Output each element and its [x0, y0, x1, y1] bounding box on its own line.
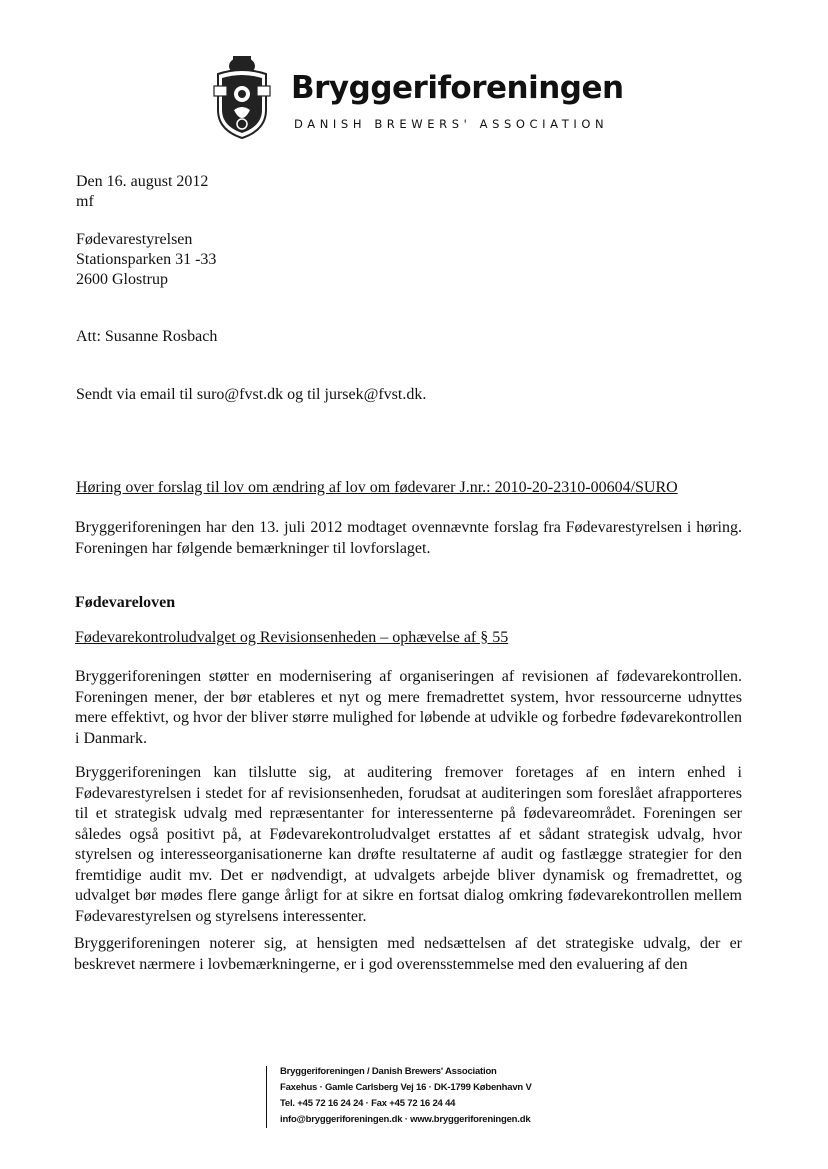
footer-phone: Tel. +45 72 16 24 24 · Fax +45 72 16 24 44	[280, 1098, 456, 1109]
body-paragraph-2: Bryggeriforeningen kan tilslutte sig, at auditering fremover foretages af en intern enhed i Fødevarestyrelsen i stedet for af revisionsenheden, forudsat at auditeringen som foreslået afrapporteres til et strategisk udvalg med repræsentanter for interessenterne på fødevareområdet. Foreningen ser således også positivt på, at Fødevarekontroludvalget erstattes af et sådant strategisk udvalg, hvor styrelsen og interesseorganisationerne kan drøfte resultaterne af audit og fastlægge strategier for den fremtidige audit mv. Det er nødvendigt, at udvalgets arbejde bliver dynamisk og fremadrettet, og udvalget bør mødes flere gange årligt for at sikre en fortsat dialog omkring fødevarekontrollen mellem Fødevarestyrelsen og styrelsens interessenter.	[75, 764, 742, 925]
recipient-street: Stationsparken 31 -33	[76, 251, 217, 268]
body-paragraph-1: Bryggeriforeningen støtter en modernisering af organiseringen af revisionen af fødevarekontrollen. Foreningen mener, der bør etableres et nyt og mere fremadrettet system, hvor ressourcerne udnyttes mere effektivt, og hvor der bliver større mulighed for løbende at udvikle og forbedre fødevarekontrollen i Danmark.	[75, 668, 742, 747]
sent-via-line: Sendt via email til suro@fvst.dk og til jursek@fvst.dk.	[76, 386, 427, 403]
attention-line: Att: Susanne Rosbach	[76, 328, 218, 345]
footer-web: info@bryggeriforeningen.dk · www.bryggeriforeningen.dk	[280, 1114, 531, 1125]
subsection-heading: Fødevarekontroludvalget og Revisionsenheden – ophævelse af § 55	[75, 629, 509, 646]
footer-org: Bryggeriforeningen / Danish Brewers' Association	[280, 1066, 497, 1077]
section-heading: Fødevareloven	[75, 594, 176, 611]
recipient-city: 2600 Glostrup	[76, 271, 168, 288]
letter-date: Den 16. august 2012	[76, 173, 209, 190]
recipient-name: Fødevarestyrelsen	[76, 231, 193, 248]
footer-contact	[280, 1064, 532, 1128]
footer-divider	[266, 1066, 267, 1128]
brand-tagline: DANISH BREWERS' ASSOCIATION	[294, 117, 609, 131]
body-paragraph-3: Bryggeriforeningen noterer sig, at hensigten med nedsættelsen af det strategiske udvalg, der er beskrevet nærmere i lovbemærkningerne, er i god overensstemmelse med den evaluering af den	[74, 935, 742, 973]
crest-logo-icon	[212, 52, 272, 142]
letter-initials: mf	[76, 193, 94, 210]
subject-line: Høring over forslag til lov om ændring af lov om fødevarer J.nr.: 2010-20-2310-00604/SURO	[76, 479, 678, 496]
footer-address: Faxehus · Gamle Carlsberg Vej 16 · DK-1799 København V	[280, 1082, 532, 1093]
brand-name: Bryggeriforeningen	[291, 70, 624, 106]
intro-paragraph: Bryggeriforeningen har den 13. juli 2012 modtaget ovennævnte forslag fra Fødevarestyrelsen i høring. Foreningen har følgende bemærkninger til lovforslaget.	[75, 519, 742, 557]
